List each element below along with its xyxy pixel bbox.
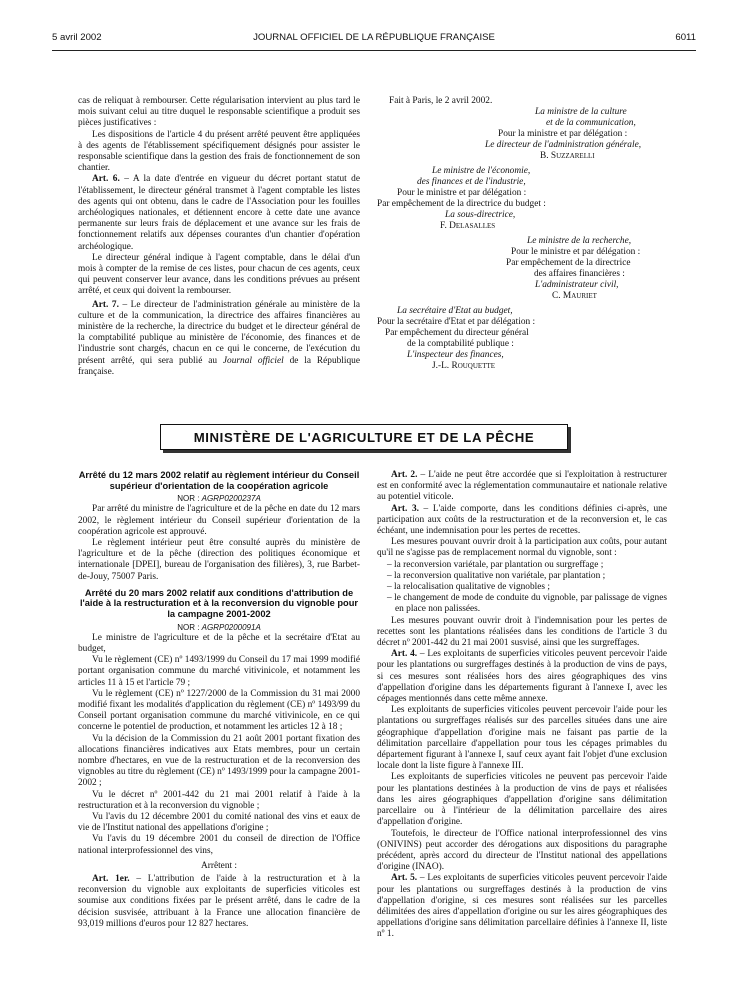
article-label: Art. 4. xyxy=(391,649,418,660)
signing-date: Fait à Paris, le 2 avril 2002. xyxy=(389,96,493,106)
signatory-name: J.-L. Rouquette xyxy=(432,361,496,371)
article-7 xyxy=(78,300,360,378)
article-text: – L'attribution de l'aide à la restructuration et à la reconversion du vignoble aux exploitants de superficies viticoles est soumise aux conditions fixées par le présent arrêté, dans le cadre de la décision susvisée, attribuant à la France une allocation financière de 93,019 millions d'euros pour 12 827 hectares. xyxy=(78,874,360,929)
sig-line: des affaires financières : xyxy=(534,269,625,279)
signatory-name: F. Delasalles xyxy=(440,221,496,231)
sig-line: L'administrateur civil, xyxy=(535,280,619,290)
sig-line: La sous-directrice, xyxy=(445,210,516,220)
article-text: – Les exploitants de superficies viticoles peuvent percevoir l'aide pour les plantations ou surgreffages destinés à la production de vins d'appellation d'origine, si ces mesures sont réalisées sur les parcelles délimitées des aires d'appellation d'origine ou sur les aires géographiques des appellations d'origine sans délimitation parcellaire définies à l'annexe II, liste nº 1. xyxy=(377,873,667,940)
nor-reference xyxy=(78,493,360,504)
sig-line: Par empêchement de la directrice xyxy=(506,258,631,268)
page-number: 6011 xyxy=(675,32,696,43)
top-left-column xyxy=(78,96,360,378)
bottom-left-column xyxy=(78,470,360,930)
article-label: Art. 7. xyxy=(92,299,119,310)
article-2 xyxy=(377,470,667,504)
paragraph: Toutefois, le directeur de l'Office national interprofessionnel des vins (ONIVINS) peut accorder des dérogations aux dispositions du paragraphe précédent, après accord du directeur de l'Institut national des appellations d'origine (INAO). xyxy=(377,828,667,873)
article-text: – L'aide ne peut être accordée que si l'exploitation à restructurer est en conformité avec la réglementation communautaire et nationale relative au potentiel viticole. xyxy=(377,470,668,503)
ministry-banner: MINISTÈRE DE L'AGRICULTURE ET DE LA PÊCHE xyxy=(160,424,568,450)
nor-label: NOR : xyxy=(177,622,202,632)
article-text: de la République française. xyxy=(78,355,360,377)
nor-label: NOR : xyxy=(177,494,202,504)
article-label: Art. 2. xyxy=(391,470,418,480)
article-4 xyxy=(377,649,667,705)
nor-reference xyxy=(78,622,360,633)
sig-line: La secrétaire d'Etat au budget, xyxy=(397,306,513,316)
signatory-name: B. Suzzarelli xyxy=(540,151,595,161)
sig-line: L'inspecteur des finances, xyxy=(407,350,504,360)
page-header xyxy=(52,32,696,48)
sig-line: Pour la ministre et par délégation : xyxy=(498,129,628,139)
sig-line: Le directeur de l'administration générale, xyxy=(485,140,642,150)
paragraph: Par arrêté du ministre de l'agriculture et de la pêche en date du 12 mars 2002, le règlement intérieur du Conseil supérieur d'orientation de la coopération agricole est approuvé. xyxy=(78,504,360,537)
sig-line: Par empêchement de la directrice du budget : xyxy=(377,199,546,209)
visa: Vu le règlement (CE) nº 1227/2000 de la Commission du 31 mai 2000 modifié fixant les modalités d'application du règlement (CE) nº 1493/99 du Conseil portant organisation commune du marché vitivinicole, en ce qui concerne le potentiel de production, et notamment les articles 12 à 18 ; xyxy=(78,688,360,733)
paragraph: Le directeur général indique à l'agent comptable, dans le délai d'un mois à compter de la remise de ces listes, pour chacun de ces agents, ceux qui peuvent conserver leur avance, dans les conditions prévues au présent arrêté, et ceux qui doivent la rembourser. xyxy=(78,252,360,297)
article-label: Art. 6. xyxy=(92,174,120,185)
article-1 xyxy=(78,874,360,930)
paragraph: Les dispositions de l'article 4 du présent arrêté peuvent être appliquées à des agents de l'établissement spécifiquement désignés pour assister le responsable scientifique dans la gestion des frais de fonctionnement de son chantier. xyxy=(78,129,360,174)
sig-line: et de la communication, xyxy=(546,118,636,128)
sig-line: des finances et de l'industrie, xyxy=(417,177,526,187)
measures-list xyxy=(377,560,667,616)
visa: Vu la décision de la Commission du 21 août 2001 portant fixation des allocations financières indicatives aux Etats membres, pour un certain nombre d'hectares, en vue de la restructuration et de la reconversion des vignobles au titre du règlement (CE) nº 1493/1999 pour la campagne 2001-2002 ; xyxy=(78,733,360,789)
paragraph: Les exploitants de superficies viticoles peuvent percevoir l'aide pour les plantations ou surgreffages réalisés sur des parcelles situées dans une aire géographique d'appellation d'origine mais ne faisant pas partie de la délimitation parcellaire d'appellation pour tous les cépages primables du département figurant à l'annexe I, sauf ceux ayant fait l'objet d'une exclusion locale dont la liste figure à l'annexe III. xyxy=(377,705,667,772)
article-text: – L'aide comporte, dans les conditions définies ci-après, une participation aux coûts de la restructuration et de la reconversion et, le cas échéant, une indemnisation pour les pertes de recettes. xyxy=(377,503,667,537)
arretent: Arrêtent : xyxy=(200,860,238,871)
sig-line: de la comptabilité publique : xyxy=(407,339,514,349)
sig-line: Pour le ministre et par délégation : xyxy=(511,247,641,257)
sig-line: Le ministre de l'économie, xyxy=(432,166,531,176)
decree-title: Arrêté du 20 mars 2002 relatif aux conditions d'attribution de l'aide à la restructuration et à la reconversion du vignoble pour la campagne 2001-2002 xyxy=(79,587,359,619)
paragraph: Les mesures pouvant ouvrir droit à la participation aux coûts, pour autant qu'il ne s'agisse pas de remplacement normal du vignoble, sont : xyxy=(377,537,667,559)
paragraph: cas de reliquat à rembourser. Cette régularisation intervient au plus tard le mois suivant celui au titre duquel le responsable scientifique a produit ses pièces justificatives : xyxy=(78,96,360,129)
paragraph: Le règlement intérieur peut être consulté auprès du ministère de l'agriculture et de la pêche (direction des politiques économique et internationale [DPEI], bureau de l'organisation des filières), 3, rue Barbet-de-Jouy, 75007 Paris. xyxy=(78,538,360,582)
visa: Vu le décret nº 2001-442 du 21 mai 2001 relatif à l'aide à la restructuration et à la reconversion du vignoble ; xyxy=(78,789,360,811)
article-label: Art. 1er. xyxy=(92,874,130,885)
visa: Vu l'avis du 19 décembre 2001 du conseil de direction de l'Office national interprofessionnel des vins, xyxy=(78,834,360,856)
article-text: – Les exploitants de superficies viticoles peuvent percevoir l'aide pour les plantations ou surgreffages destinés à la production de vins de pays, si ces mesures sont réalisées hors des aires géographiques des vins d'appellation d'origine dans les départements figurant à l'annexe I, avec les cépages mentionnés dans cette même annexe. xyxy=(377,649,667,705)
list-item: – la reconversion variétale, par plantation ou surgreffage ; xyxy=(387,560,667,571)
signature-block xyxy=(377,96,659,372)
paragraph: Le ministre de l'agriculture et de la pêche et la secrétaire d'Etat au budget, xyxy=(78,632,360,654)
paragraph: Les exploitants de superficies viticoles ne peuvent pas percevoir l'aide pour les plantations destinées à la production de vins de pays et réalisées dans les aires géographiques d'appellation d'origine sans délimitation parcellaire ou à l'intérieur de la délimitation parcellaire des aires d'appellation d'origine. xyxy=(377,772,667,828)
paragraph: Les mesures pouvant ouvrir droit à l'indemnisation pour les pertes de recettes sont les plantations réalisées dans les conditions de l'article 3 du décret nº 2001-442 du 21 mai 2001 susvisé, ainsi que les surgreffages. xyxy=(377,615,667,649)
bottom-right-column xyxy=(377,470,667,941)
decree-title: Arrêté du 12 mars 2002 relatif au règlement intérieur du Conseil supérieur d'orientation de la coopération agricole xyxy=(78,470,360,491)
article-6 xyxy=(78,174,360,252)
sig-line: Le ministre de la recherche, xyxy=(527,236,632,246)
nor-code: AGRP0200091A xyxy=(201,622,261,632)
article-text: – A la date d'entrée en vigueur du décret portant statut de l'établissement, le directeur général transmet à l'agent comptable les listes des agents qui ont obtenu, dans le cadre de l'Association pour les fouilles archéologiques nationales, et détiennent encore à cette date une avance permanente sur leurs frais de déplacement et une avance sur les frais de fonctionnement relatifs aux dépenses courantes d'un chantier d'opération archéologique. xyxy=(78,174,360,252)
sig-line: Pour la secrétaire d'Etat et par délégation : xyxy=(377,317,536,327)
article-text: – Le directeur de l'administration générale au ministère de la culture et de la communication, la directrice des affaires financières au ministère de la recherche, la directrice du budget et le directeur général de la comptabilité publique au ministère de l'économie, des finances et de l'industrie sont chargés, chacun en ce qui le concerne, de l'exécution du présent arrêté, qui sera publié au xyxy=(78,299,360,366)
journal-ref: Journal officiel xyxy=(222,355,284,366)
list-item: – la reconversion qualitative non variétale, par plantation ; xyxy=(387,571,667,582)
nor-code: AGRP0200237A xyxy=(201,494,261,504)
article-5 xyxy=(377,873,667,940)
article-3 xyxy=(377,504,667,538)
sig-line: La ministre de la culture xyxy=(535,107,627,117)
visa: Vu l'avis du 12 décembre 2001 du comité national des vins et eaux de vie de l'Institut national des appellations d'origine ; xyxy=(78,812,360,834)
signatory-name: C. Mauriet xyxy=(552,291,597,301)
list-item: – le changement de mode de conduite du vignoble, par palissage de vignes en place non palissées. xyxy=(387,593,667,615)
article-label: Art. 3. xyxy=(391,503,419,514)
sig-line: Par empêchement du directeur général xyxy=(385,328,529,338)
article-label: Art. 5. xyxy=(391,873,418,884)
list-item: – la relocalisation qualitative de vignobles ; xyxy=(387,582,667,593)
visa: Vu le règlement (CE) nº 1493/1999 du Conseil du 17 mai 1999 modifié portant organisation commune du marché vitivinicole, et notamment les articles 11 à 15 et l'article 79 ; xyxy=(78,655,360,688)
header-date: 5 avril 2002 xyxy=(52,32,102,43)
header-rule xyxy=(52,50,696,51)
journal-title: JOURNAL OFFICIEL DE LA RÉPUBLIQUE FRANÇAISE xyxy=(253,32,495,43)
sig-line: Pour le ministre et par délégation : xyxy=(397,188,527,198)
